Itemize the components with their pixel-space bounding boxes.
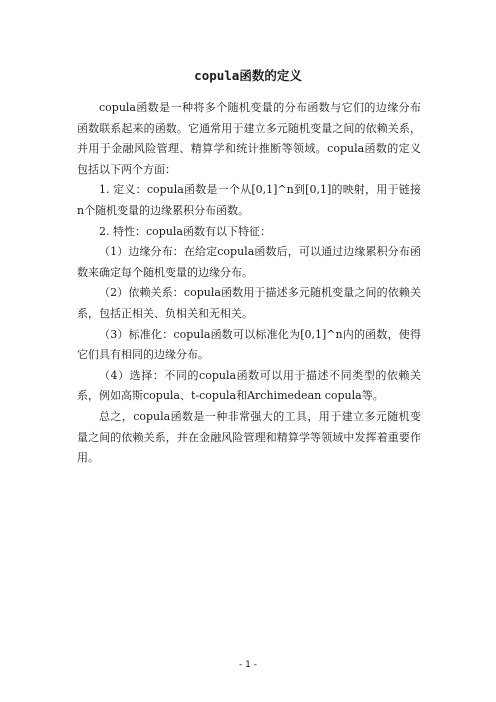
paragraph-dependence: （2）依赖关系：copula函数用于描述多元随机变量之间的依赖关系，包括正相关、负相关和无相关。 [77,286,421,320]
paragraph-conclusion: 总之，copula函数是一种非常强大的工具，用于建立多元随机变量之间的依赖关系，并在金融风险管理和精算学等领域中发挥着重要作用。 [77,409,421,465]
paragraph-properties: 2. 特性：copula函数有以下特征： [99,224,271,238]
paragraph-selection: （4）选择：不同的copula函数可以用于描述不同类型的依赖关系，例如高斯copula、t-copula和Archimedean copula等。 [77,368,421,403]
document-body [77,98,421,469]
paragraph-standardization: （3）标准化：copula函数可以标准化为[0,1]^n内的函数，使得它们具有相同的边缘分布。 [77,327,421,362]
page-title: copula函数的定义 [194,68,302,83]
page-number: - 1 - [239,660,257,670]
paragraph-marginal-distribution: （1）边缘分布：在给定copula函数后，可以通过边缘累积分布函数来确定每个随机变量的边缘分布。 [77,245,421,279]
paragraph-definition: 1. 定义：copula函数是一个从[0,1]^n到[0,1]的映射，用于链接n个随机变量的边缘累积分布函数。 [77,183,421,217]
paragraph-intro: copula函数是一种将多个随机变量的分布函数与它们的边缘分布函数联系起来的函数。它通常用于建立多元随机变量之间的依赖关系，并用于金融风险管理、精算学和统计推断等领域。copula函数的定义包括以下两个方面： [77,101,421,176]
